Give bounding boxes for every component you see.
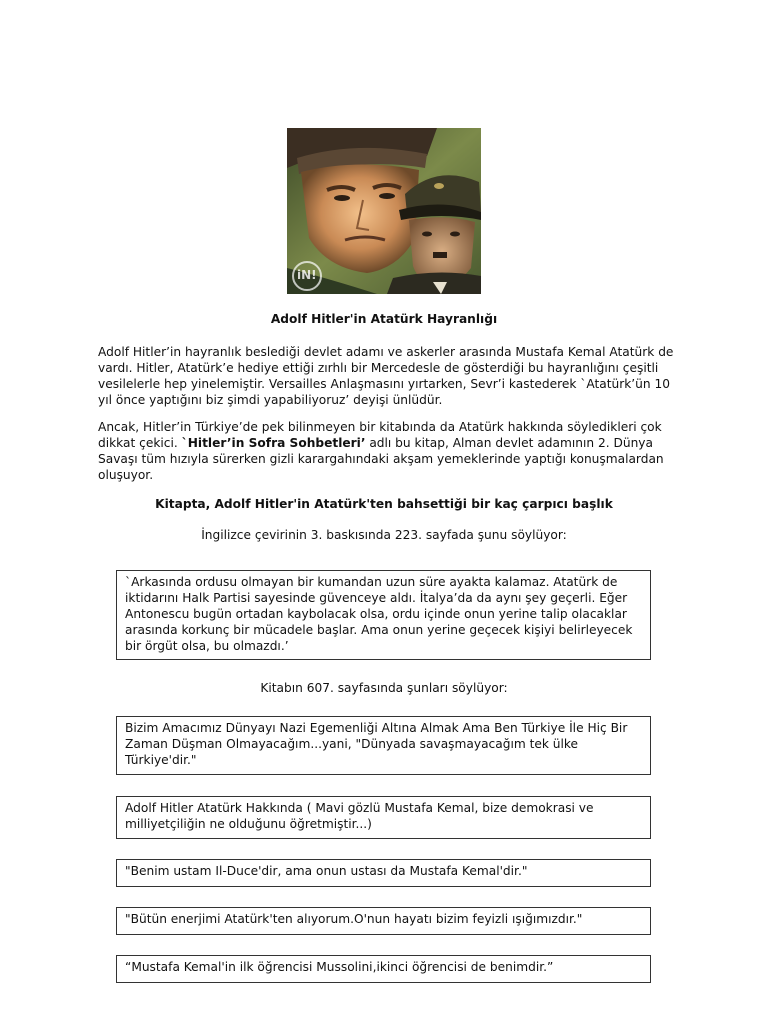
page-title: Adolf Hitler'in Atatürk Hayranlığı [270,312,498,326]
watermark-text: iN! [297,268,317,282]
portrait-image [287,128,481,294]
page-607-intro: Kitabın 607. sayfasında şunları söylüyor: [260,681,508,695]
quote-box-1: `Arkasında ordusu olmayan bir kumandan uzun süre ayakta kalamaz. Atatürk de iktidarını Halk Partisi sayesinde güvenceye aldı. İtalya’da da aynı şey geçerli. Eğer Antonescu bugün ortadan kaybolacak olsa, ordu içinde onun yerine talip olacaklar arasında korkunç bir mücadele başlar. Ama onun yerine geçecek kişiyi belirleyecek bir örgüt olsa, bu olmazdı.’ [116,570,651,660]
intro-paragraph: Adolf Hitler’in hayranlık beslediği devlet adamı ve askerler arasında Mustafa Kemal Atatürk de vardı. Hitler, Atatürk’e hediye ettiği zırhlı bir Mercedesle de gösterdiği bu hayranlığını çeşitli vesilelerle hep yinelemiştir. Versailles Anlaşmasını yırtarken, Sevr’i kastederek `Atatürk’ün 10 yıl önce yaptığını biz şimdi yapabiliyoruz’ deyişi ünlüdür. [98,345,674,407]
quote-box-5: "Bütün enerjimi Atatürk'ten alıyorum.O'nun hayatı bizim feyizli ışığımızdır." [116,907,651,935]
section-heading: Kitapta, Adolf Hitler'in Atatürk'ten bahsettiği bir kaç çarpıcı başlık [155,497,613,511]
quote-box-4: "Benim ustam Il-Duce'dir, ama onun ustası da Mustafa Kemal'dir." [116,859,651,887]
quote-box-3: Adolf Hitler Atatürk Hakkında ( Mavi gözlü Mustafa Kemal, bize demokrasi ve milliyetçiliğin ne olduğunu öğretmiştir...) [116,796,651,839]
quote-box-2: Bizim Amacımız Dünyayı Nazi Egemenliği Altına Almak Ama Ben Türkiye İle Hiç Bir Zaman Düşman Olmayacağım...yani, "Dünyada savaşmayacağım tek ülke Türkiye'dir." [116,716,651,775]
book-paragraph-after: adlı bu kitap, Alman devlet adamının 2. Dünya Savaşı tüm hızıyla sürerken gizli karargahındaki akşam yemeklerinde yaptığı konuşmalardan oluşuyor. [98,436,664,482]
quote-box-6: “Mustafa Kemal'in ilk öğrencisi Mussolini,ikinci öğrencisi de benimdir.” [116,955,651,983]
book-paragraph [98,419,678,483]
book-paragraph-before: Ancak, Hitler’in Türkiye’de pek bilinmeyen bir kitabında da Atatürk hakkında söyledikleri çok dikkat çekici. [98,420,662,450]
page-223-intro: İngilizce çevirinin 3. baskısında 223. sayfada şunu söylüyor: [201,528,567,542]
book-title: `Hitler’in Sofra Sohbetleri’ [181,436,366,450]
